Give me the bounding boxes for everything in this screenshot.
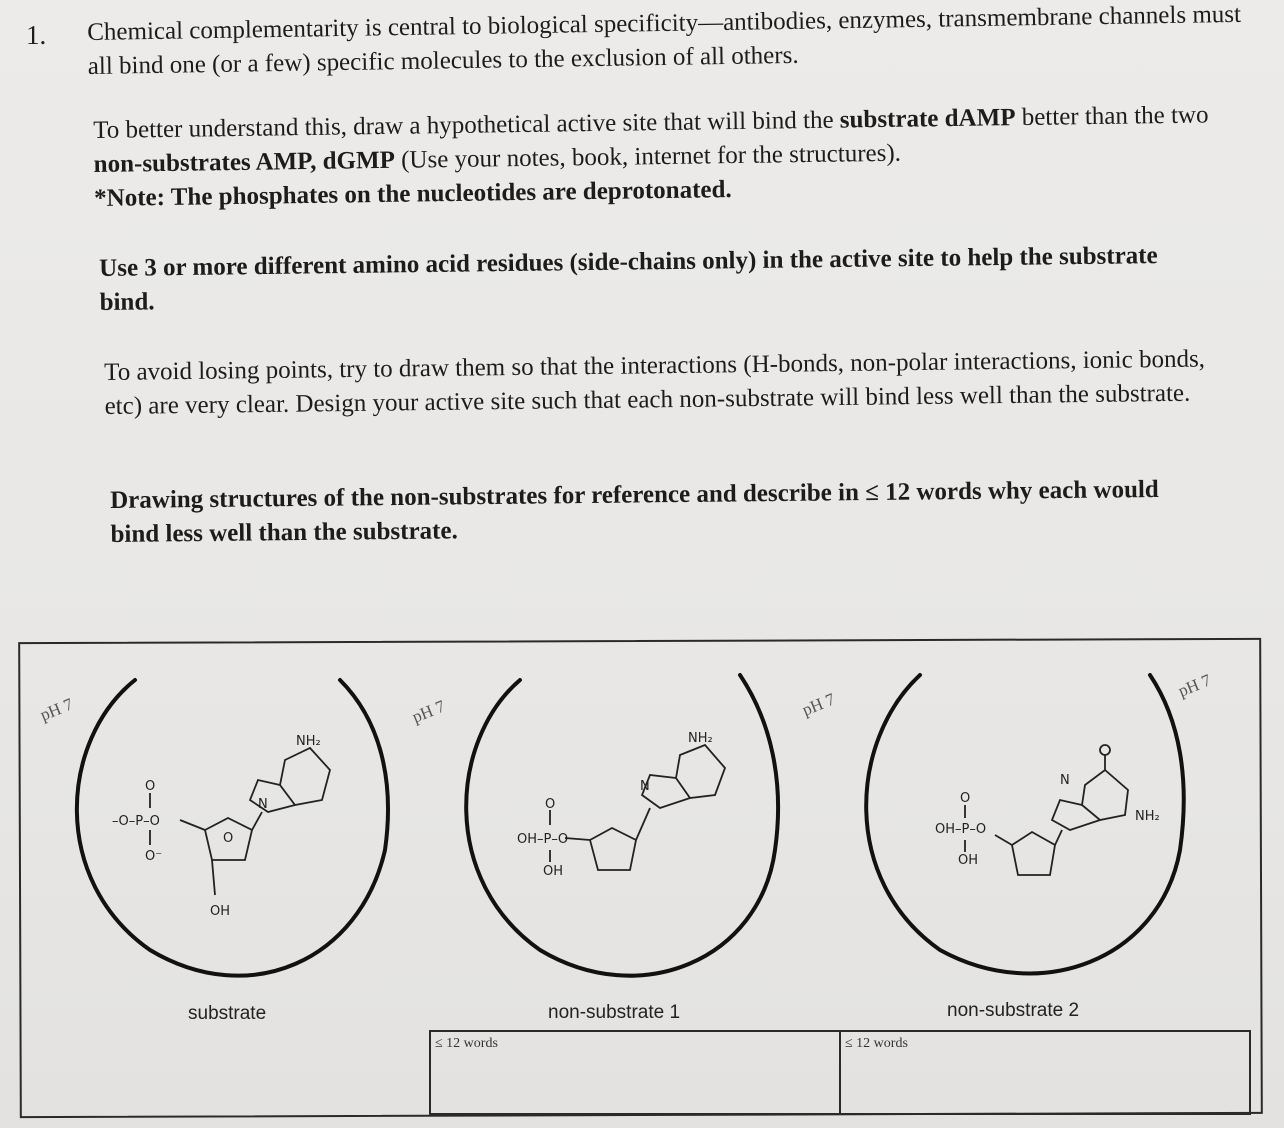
substrate-3oh-bond — [212, 860, 215, 895]
substrate-o-top-label: O — [145, 779, 156, 794]
ns1-o-top-label: O — [545, 797, 556, 812]
pocket-nonsubstrate1-curve — [466, 675, 778, 976]
ns1-oh-below-label: OH — [543, 864, 564, 879]
word-limit-label-2: ≤ 12 words — [845, 1036, 908, 1051]
substrate-phosphate-bond — [180, 820, 205, 830]
substrate-oh-label: OH — [210, 904, 231, 919]
ns1-phosphate-label: OH–P–O — [517, 832, 569, 847]
substrate-phosphate-label: –O–P–O — [112, 814, 160, 829]
task-prefix: To better understand this, draw a hypothetical active site that will bind the — [93, 106, 841, 144]
ns1-phosphate-bond — [565, 838, 590, 840]
intro-paragraph: Chemical complementarity is central to biological specificity—antibodies, enzymes, transmembrane channels must all bind one (or a few) specific molecules to the exclusion of all others. — [87, 0, 1242, 80]
answer-box-nonsubstrate-1[interactable] — [431, 1032, 841, 1113]
ns2-sugar-ring — [1012, 832, 1055, 875]
ns2-n-label: N — [1060, 773, 1070, 788]
caption-nonsubstrate-1: non-substrate 1 — [548, 1002, 681, 1023]
substrate-o-minus-label: O⁻ — [145, 849, 163, 864]
drawing-instruction: Drawing structures of the non-substrates for reference and describe in ≤ 12 words why each would bind less well than the substrate. — [110, 476, 1159, 548]
word-limit-label-1: ≤ 12 words — [435, 1036, 498, 1051]
caption-substrate: substrate — [188, 1003, 267, 1024]
residue-instruction: Use 3 or more different amino acid residues (side-chains only) in the active site to help the substrate bind. — [99, 242, 1158, 316]
ns1-sugar-ring — [590, 828, 636, 870]
ns1-base-ring — [676, 745, 725, 798]
ns1-n-label: N — [640, 779, 650, 794]
substrate-ring-o-label: O — [223, 831, 234, 846]
pocket-nonsubstrate2-curve — [866, 675, 1184, 973]
task-substrate: substrate dAMP — [839, 104, 1016, 134]
ns2-phosphate-label: OH–P–O — [935, 822, 987, 837]
ns2-nh2-label: NH₂ — [1135, 809, 1160, 824]
ns2-base-ring — [1082, 770, 1128, 820]
phosphate-note: *Note: The phosphates on the nucleotides are deprotonated. — [93, 176, 732, 212]
ns2-o-top-label: O — [960, 791, 971, 806]
ns2-phosphate-bond — [995, 835, 1012, 845]
ph-label-3: pH 7 — [799, 689, 838, 720]
substrate-n-label: N — [258, 797, 268, 812]
substrate-nh2-label: NH₂ — [296, 734, 321, 749]
ph-label-1: pH 7 — [37, 694, 76, 725]
substrate-glycosidic-bond — [252, 812, 262, 830]
task-middle: better than the two — [1015, 101, 1209, 132]
question-number: 1. — [26, 20, 47, 50]
task-suffix: (Use your notes, book, internet for the structures). — [394, 139, 902, 174]
avoid-points-paragraph: To avoid losing points, try to draw them so that the interactions (H-bonds, non-polar interactions, ionic bonds, etc) are very clear. Design your active site such that each non-substrate will bind less well than the substrate. — [104, 345, 1206, 420]
ns2-oh-below-label: OH — [958, 853, 979, 868]
substrate-base-ring — [280, 748, 330, 805]
ns1-glycosidic-bond — [636, 808, 650, 840]
ph-label-4: pH 7 — [1175, 670, 1214, 701]
ns2-glycosidic-bond — [1055, 830, 1062, 845]
word-limit-answer-row — [429, 1030, 1251, 1115]
ns1-nh2-label: NH₂ — [688, 731, 713, 746]
ph-label-2: pH 7 — [409, 696, 448, 727]
answer-box-nonsubstrate-2[interactable] — [841, 1032, 1249, 1113]
ns2-carbonyl-o-icon — [1100, 745, 1110, 755]
task-nonsubstrates: non-substrates AMP, dGMP — [93, 146, 396, 178]
caption-nonsubstrate-2: non-substrate 2 — [947, 1000, 1080, 1021]
